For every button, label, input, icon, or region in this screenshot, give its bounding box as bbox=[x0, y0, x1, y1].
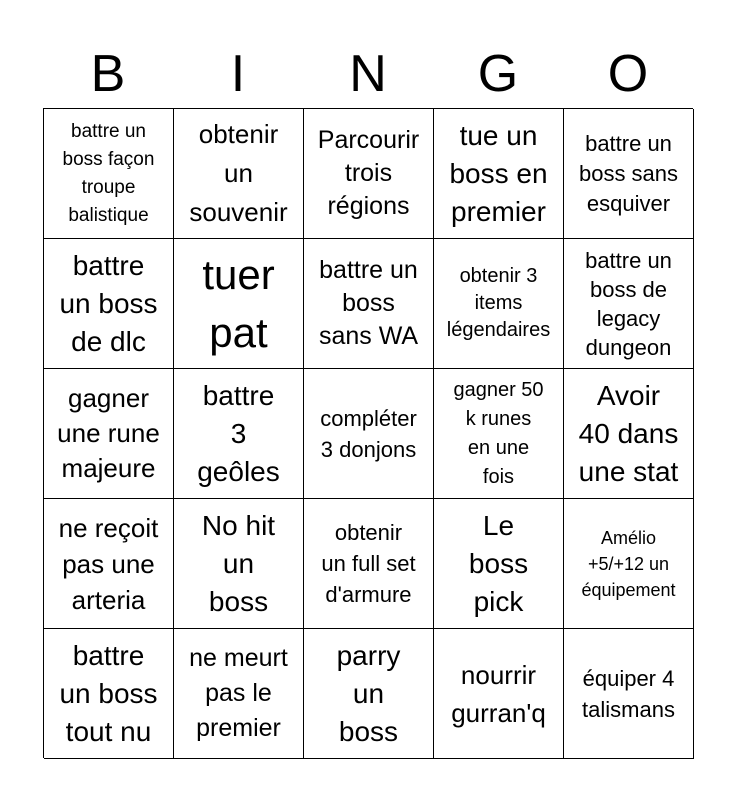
cell-text: battre un boss sans esquiver bbox=[578, 130, 679, 216]
cell-text: battre un boss de dlc bbox=[59, 249, 158, 357]
cell-text: nourrir gurran'q bbox=[451, 659, 546, 728]
bingo-cell[interactable] bbox=[564, 239, 694, 369]
cell-text: gagner 50 k runes en une fois bbox=[453, 378, 544, 488]
cell-text: battre un boss sans WA bbox=[318, 256, 419, 350]
cell-text: obtenir un souvenir bbox=[189, 119, 288, 227]
cell-text: gagner une rune majeure bbox=[57, 383, 160, 483]
bingo-cell[interactable] bbox=[564, 499, 694, 629]
bingo-cell[interactable] bbox=[434, 239, 564, 369]
cell-text: ne reçoit pas une arteria bbox=[58, 512, 159, 615]
bingo-cell[interactable] bbox=[564, 109, 694, 239]
bingo-header bbox=[43, 40, 693, 108]
cell-text: tue un boss en premier bbox=[449, 119, 548, 227]
bingo-cell[interactable] bbox=[564, 369, 694, 499]
bingo-cell[interactable] bbox=[174, 109, 304, 239]
bingo-cell[interactable] bbox=[304, 239, 434, 369]
bingo-cell[interactable] bbox=[44, 109, 174, 239]
header-letter-g: G bbox=[477, 45, 519, 103]
bingo-grid bbox=[43, 108, 693, 758]
cell-text: ne meurt pas le premier bbox=[189, 644, 288, 742]
cell-text: No hit un boss bbox=[201, 509, 276, 617]
bingo-cell[interactable] bbox=[174, 239, 304, 369]
header-letter-i: I bbox=[230, 45, 246, 103]
bingo-cell[interactable] bbox=[304, 369, 434, 499]
bingo-cell[interactable] bbox=[434, 629, 564, 759]
bingo-cell[interactable] bbox=[304, 499, 434, 629]
cell-text: battre 3 geôles bbox=[197, 379, 280, 487]
cell-text: Avoir 40 dans une stat bbox=[578, 379, 679, 487]
cell-text: Le boss pick bbox=[468, 509, 529, 617]
cell-text: tuer pat bbox=[202, 250, 275, 356]
cell-text: Amélio +5/+12 un équipement bbox=[581, 527, 676, 600]
bingo-cell[interactable] bbox=[44, 239, 174, 369]
cell-text: parry un boss bbox=[336, 639, 401, 747]
header-letter-o: O bbox=[607, 45, 649, 103]
bingo-cell[interactable] bbox=[304, 629, 434, 759]
bingo-cell[interactable] bbox=[434, 109, 564, 239]
bingo-cell[interactable] bbox=[304, 109, 434, 239]
bingo-cell[interactable] bbox=[44, 499, 174, 629]
bingo-cell[interactable] bbox=[174, 629, 304, 759]
header-letter-n: N bbox=[349, 45, 387, 103]
cell-text: obtenir 3 items légendaires bbox=[446, 265, 551, 341]
bingo-cell[interactable] bbox=[174, 499, 304, 629]
bingo-cell[interactable] bbox=[174, 369, 304, 499]
cell-text: obtenir un full set d'armure bbox=[321, 520, 416, 607]
cell-text: compléter 3 donjons bbox=[320, 405, 417, 462]
bingo-cell[interactable] bbox=[434, 369, 564, 499]
header-letter-b: B bbox=[90, 45, 126, 103]
cell-text: battre un boss façon troupe balistique bbox=[62, 120, 155, 226]
bingo-cell[interactable] bbox=[44, 629, 174, 759]
cell-text: Parcourir trois régions bbox=[317, 126, 420, 220]
bingo-cell[interactable] bbox=[564, 629, 694, 759]
cell-text: battre un boss de legacy dungeon bbox=[585, 247, 672, 360]
cell-text: battre un boss tout nu bbox=[59, 639, 158, 747]
bingo-cell[interactable] bbox=[434, 499, 564, 629]
bingo-cell[interactable] bbox=[44, 369, 174, 499]
cell-text: équiper 4 talismans bbox=[582, 665, 675, 722]
